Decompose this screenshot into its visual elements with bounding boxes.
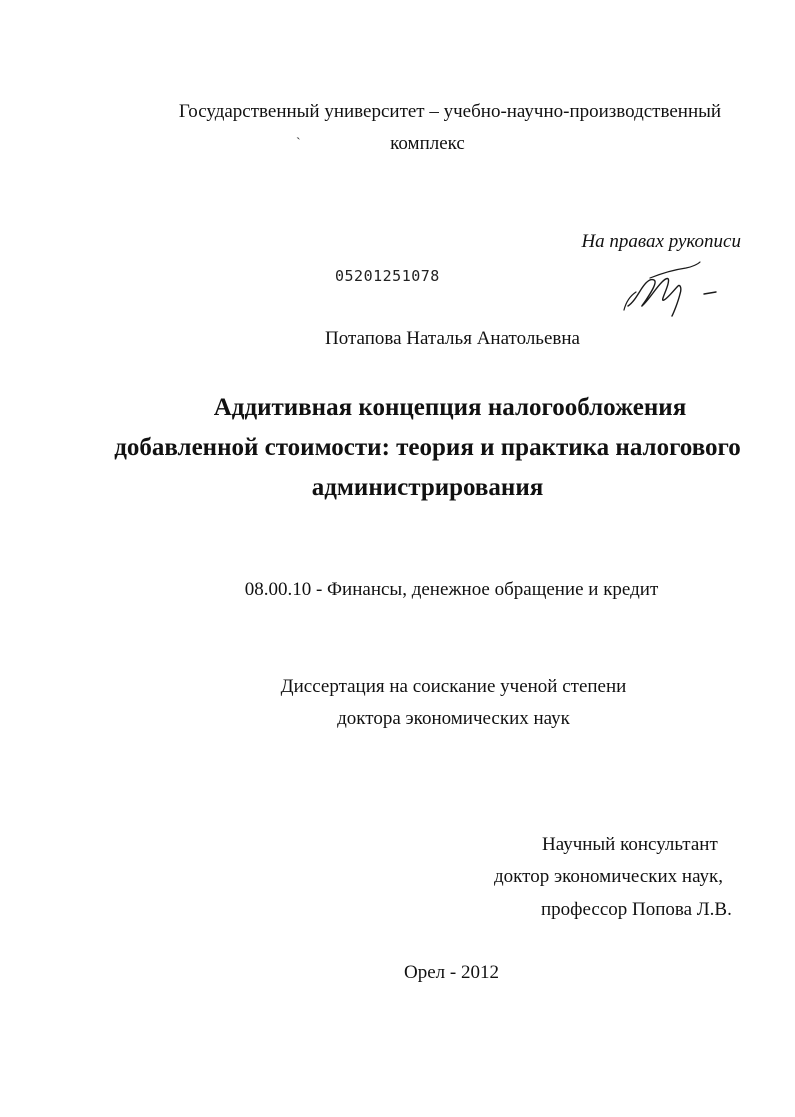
stray-mark: ` (296, 136, 301, 151)
serial-number: 05201251078 (335, 267, 440, 285)
title-line1: Аддитивная концепция налогообложения (213, 394, 687, 421)
author-name: Потапова Наталья Анатольевна (325, 328, 580, 349)
degree-line2: доктора экономических наук (337, 708, 570, 729)
title-line3: администрирования (311, 474, 544, 501)
manuscript-rights-note: На правах рукописи (581, 231, 741, 252)
institution-name-line1: Государственный университет – учебно-научно-производственный (178, 101, 722, 122)
advisor-degree: доктор экономических наук, (494, 866, 724, 887)
institution-name-line2: комплекс (390, 133, 465, 154)
advisor-name: профессор Попова Л.В. (541, 899, 732, 920)
title-line2: добавленной стоимости: теория и практика налогового (114, 434, 741, 461)
advisor-role: Научный консультант (542, 834, 718, 855)
handwritten-signature-icon (620, 258, 730, 320)
specialty-code: 08.00.10 - Финансы, денежное обращение и кредит (244, 579, 659, 600)
place-and-year: Орел - 2012 (404, 962, 499, 983)
degree-line1: Диссертация на соискание ученой степени (280, 676, 627, 697)
